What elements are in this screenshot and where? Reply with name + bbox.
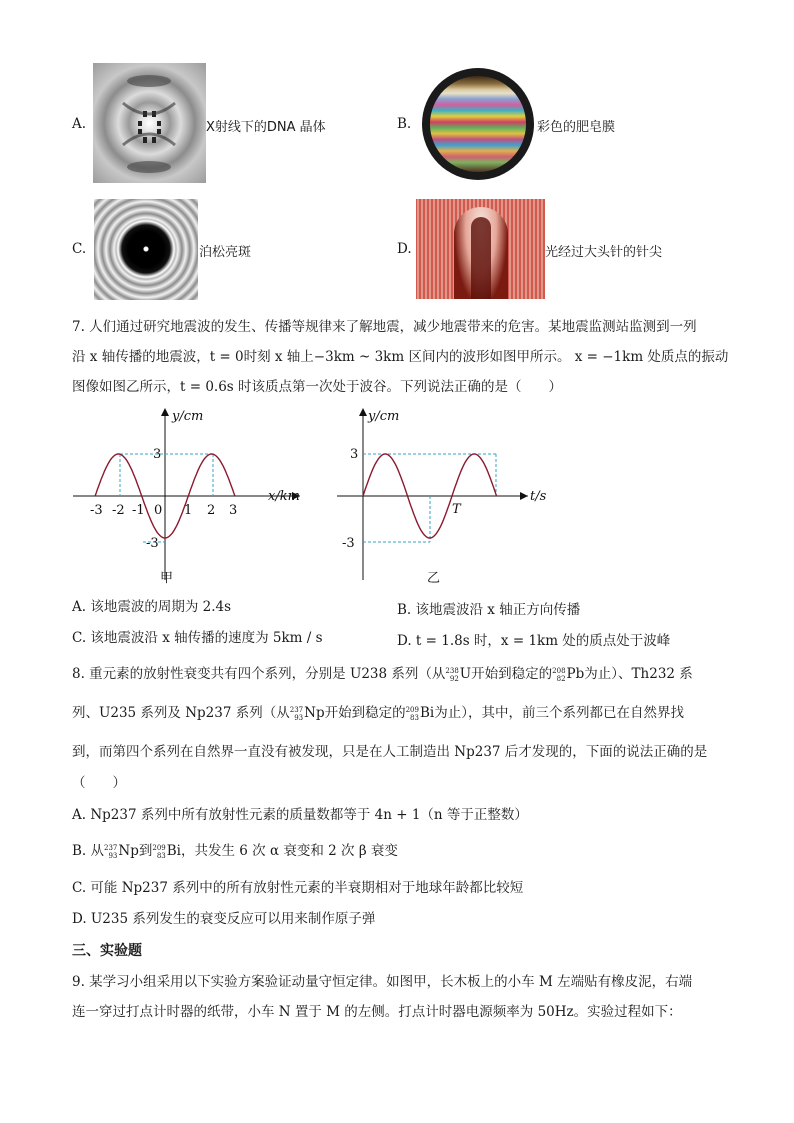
- option-a-letter: A.: [72, 116, 87, 132]
- q7-option-b: B. 该地震波沿 x 轴正方向传播: [397, 602, 581, 618]
- y-tick-label: -3: [146, 536, 159, 551]
- nuclide-bi209: 209 83: [152, 843, 166, 860]
- y-axis-arrow-icon: [161, 408, 169, 416]
- dna-xray-pattern: [93, 63, 206, 183]
- y-axis-label: y/cm: [172, 409, 204, 424]
- vibration-figure-yi: [332, 402, 557, 587]
- nuclide-bi209: 209 83: [405, 705, 419, 722]
- q8-line-2: 列、U235 系列及 Np237 系列（从 237 93 Np开始到稳定的 209 83 Bi为止），其中，前三个系列都已在自然界找: [72, 705, 684, 722]
- option-b-letter: B.: [397, 116, 412, 132]
- soap-film-image: [422, 68, 534, 180]
- y-axis-label: y/cm: [368, 409, 400, 424]
- option-d-letter: D.: [397, 241, 412, 257]
- wave-figure-jia: [68, 402, 318, 587]
- q9-line-1: 9. 某学习小组采用以下实验方案验证动量守恒定律。如图甲，长木板上的小车 M 左端贴有橡皮泥，右端: [72, 974, 693, 990]
- q7-option-c: C. 该地震波沿 x 轴传播的速度为 5km / s: [72, 630, 323, 646]
- nuclide-u238: 238 92: [445, 666, 459, 683]
- option-b-caption: 彩色的肥皂膜: [537, 120, 616, 135]
- nuclide-symbol: Pb: [566, 666, 585, 682]
- option-d-caption: 光经过大头针的针尖: [545, 245, 663, 260]
- option-c-letter: C.: [72, 241, 87, 257]
- figure-caption-yi: 乙: [427, 571, 441, 586]
- nuclide-symbol: Bi: [419, 705, 435, 721]
- poisson-spot-image: [94, 199, 198, 300]
- q9-line-2: 连一穿过打点计时器的纸带，小车 N 置于 M 的左侧。打点计时器电源频率为 50Hz。实验过程如下：: [72, 1004, 682, 1020]
- y-tick-label: 3: [350, 447, 359, 462]
- figure-caption-jia: 甲: [160, 571, 174, 586]
- pin-tip-diffraction-image: [416, 199, 545, 299]
- x-tick-label: -2: [112, 503, 125, 518]
- x-tick-label: 0: [154, 503, 163, 518]
- period-tick-label: T: [452, 502, 461, 517]
- q7-option-d: D. t = 1.8s 时，x = 1km 处的质点处于波峰: [397, 633, 671, 649]
- dna-xray-image: [93, 63, 206, 183]
- t-axis-label: t/s: [530, 489, 547, 504]
- y-axis-arrow-icon: [359, 408, 367, 416]
- q8-option-c: C. 可能 Np237 系列中的所有放射性元素的半衰期相对于地球年龄都比较短: [72, 880, 524, 896]
- nuclide-np237: 237 93: [104, 843, 118, 860]
- x-tick-label: 1: [184, 503, 193, 518]
- q8-line-1-text: 8. 重元素的放射性衰变共有四个系列，分别是 U238 系列（从: [72, 666, 446, 682]
- q8-option-a: A. Np237 系列中所有放射性元素的质量数都等于 4n + 1（n 等于正整数）: [72, 807, 528, 823]
- x-tick-label: 3: [229, 503, 238, 518]
- x-axis-label: x/km: [268, 489, 300, 504]
- y-tick-label: 3: [153, 447, 162, 462]
- q7-line-2: 沿 x 轴传播的地震波，t = 0时刻 x 轴上−3km ~ 3km 区间内的波形如图甲所示。 x = −1km 处质点的振动: [72, 349, 729, 365]
- option-c-caption: 泊松亮斑: [199, 245, 252, 260]
- section-heading: 三、实验题: [72, 943, 142, 959]
- y-tick-label: -3: [342, 536, 355, 551]
- q8-option-d: D. U235 系列发生的衰变反应可以用来制作原子弹: [72, 911, 376, 927]
- q8-line-3: 到，而第四个系列在自然界一直没有被发现，只是在人工制造出 Np237 后才发现的，下面的说法正确的是: [72, 744, 708, 760]
- q7-option-a: A. 该地震波的周期为 2.4s: [72, 599, 232, 615]
- x-tick-label: 2: [207, 503, 216, 518]
- option-a-caption: X射线下的DNA 晶体: [206, 120, 326, 135]
- q8-option-b: B. 从 237 93 Np到 209 83 Bi，共发生 6 次 α 衰变和 2 次 β 衰变: [72, 843, 398, 860]
- x-tick-label: -3: [90, 503, 103, 518]
- nuclide-pb208: 208 82: [552, 666, 566, 683]
- nuclide-np237: 237 93: [289, 705, 304, 722]
- t-axis-arrow-icon: [520, 492, 528, 500]
- nuclide-symbol: Np: [304, 705, 325, 721]
- q7-line-1: 7. 人们通过研究地震波的发生、传播等规律来了解地震，减少地震带来的危害。某地震监测站监测到一列: [72, 319, 697, 335]
- q8-line-4: （ ）: [72, 775, 126, 791]
- q7-line-3: 图像如图乙所示，t = 0.6s 时该质点第一次处于波谷。下列说法正确的是（ ）: [72, 379, 563, 395]
- q8-line-1: 8. 重元素的放射性衰变共有四个系列，分别是 U238 系列（从 238 92 U开始到稳定的 208 82 Pb为止）、Th232 系: [72, 666, 693, 683]
- x-tick-label: -1: [132, 503, 145, 518]
- nuclide-symbol: U: [459, 666, 472, 682]
